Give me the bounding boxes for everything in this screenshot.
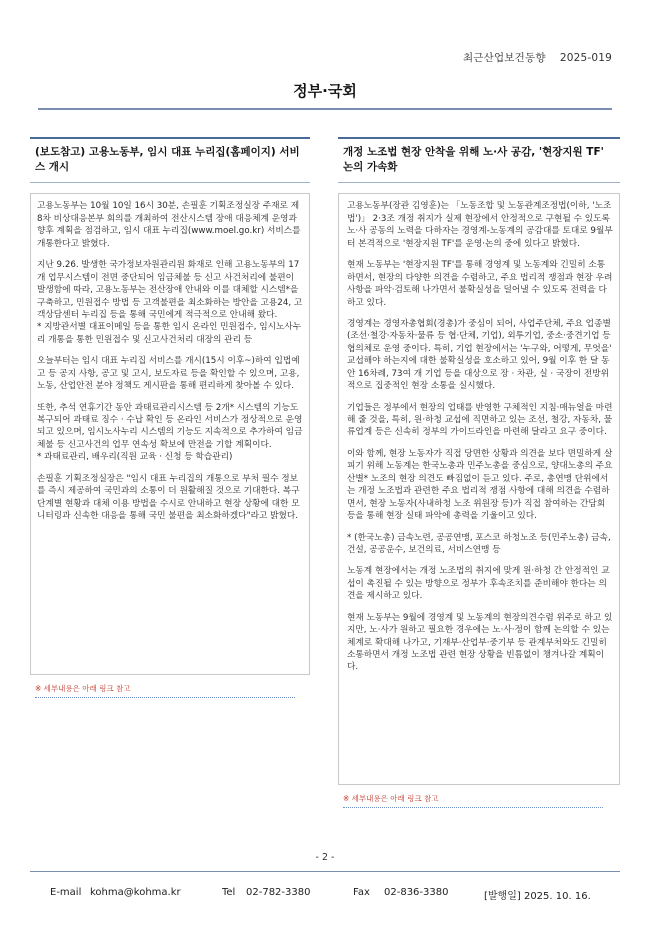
issue-number: 2025-019: [559, 52, 612, 64]
right-reference-note: ※ 세부내용은 아래 링크 참고: [343, 794, 439, 804]
footer-divider: [30, 871, 620, 872]
left-article-body: [30, 193, 310, 675]
article-paragraph: 현재 노동부는 9월에 경영계 및 노동계의 현장의견수렴 위주로 하고 있지만, 노·사가 원하고 필요한 경우에는 노·사·정이 함께 논의할 수 있는 체계로 확대해 나가고, 기재부·산업부·중기부 등 관계부처와도 긴밀히 소통하면서 개정 노조법 관련 현장 상황을 빈틈없이 챙겨나갈 계획이다.: [347, 612, 613, 673]
title-divider: [38, 108, 612, 110]
page-number: - 2 -: [315, 852, 335, 863]
publish-date: [발행일] 2025. 10. 16.: [484, 891, 591, 902]
article-paragraph: 이와 함께, 현장 노동자가 직접 당면한 상황과 의견을 보다 면밀하게 살피기 위해 노동계는 한국노총과 민주노총을 중심으로, 양대노총의 주요 산별* 노조의 현장 의견도 빠짐없이 듣고 있다. 주로, 총연맹 단위에서는 개정 노조법과 관련한 주요 법리적 쟁점 사항에 대해 의견을 수렴하면서, 현장 노동자(사내하청 노조 위원장 등)가 직접 참여하는 간담회 등을 통해 현장 실태 파악에 총력을 기울이고 있다.: [347, 448, 613, 522]
article-paragraph: 경영계는 경영자총협회(경총)가 중심이 되어, 사업주단체, 주요 업종별(조선·철강·자동차·물류 등 협·단체, 기업), 외투기업, 중소·중견기업 등 협의체로 운영 중이다. 특히, 기업 현장에서는 '누구와, 어떻게, 무엇을' 교섭해야 하는지에 대한 불확실성을 호소하고 있어, 9월 이후 한 달 동안 16차례, 73여 개 기업 등을 대상으로 장 · 차관, 실 · 국장이 전방위적으로 집중적인 현장 소통을 실시했다.: [347, 318, 612, 392]
article-paragraph: 또한, 추석 연휴기간 동안 과태료관리시스템 등 2개* 시스템의 기능도 복구되어 과태료 징수 · 수납 확인 등 온라인 서비스가 정상적으로 운영되고 있으며, 임시노사누리 시스템의 기능도 지속적으로 추가하여 임금체불 등 신고사건의 업무 연속성 확보에 만전을 기할 계획이다. * 과태료관리, 배우리(직원 교육 · 신청 등 학습관리): [37, 402, 303, 463]
email-address[interactable]: kohma@kohma.kr: [90, 887, 181, 898]
right-reference-link[interactable]: [343, 805, 603, 808]
left-article: [30, 137, 310, 698]
article-paragraph: 오늘부터는 임시 대표 누리집 서비스를 개시(15시 이후~)하여 입법예고 등 공지 사항, 공고 및 고시, 보도자료 등을 확인할 수 있으며, 고용, 노동, 산업안전 분야 정책도 게시판을 통해 편리하게 찾아볼 수 있다.: [37, 356, 300, 392]
article-paragraph: 고용노동부(장관 김영훈)는 「노동조합 및 노동관계조정법(이하, '노조법')」 2·3조 개정 취지가 실제 현장에서 안정적으로 구현될 수 있도록 노·사 공동의 노력을 다하자는 경영계-노동계의 공감대를 토대로 9월부터 본격적으로 '현장지원 TF'를 운영·논의 중에 있다고 밝혔다.: [347, 201, 613, 249]
fax-label: Fax: [353, 887, 370, 898]
right-article-body: [338, 193, 620, 785]
article-footnote: * (한국노총) 금속노련, 공공연맹, 포스코 하청노조 등(민주노총) 금속, 건설, 공공운수, 보건의료, 서비스연맹 등: [347, 532, 611, 555]
right-article: [338, 137, 620, 808]
tel-label: Tel: [222, 887, 236, 898]
article-paragraph: 고용노동부는 10월 10일 16시 30분, 손필훈 기획조정실장 주재로 제8차 비상대응본부 회의를 개최하여 전산시스템 장애 대응체계 운영과 향후 계획을 점검하고, 임시 대표 누리집(www.moel.go.kr) 서비스를 개통한다고 밝혔다.: [37, 201, 301, 249]
article-paragraph: 손필훈 기획조정실장은 "임시 대표 누리집의 개통으로 부처 필수 정보를 즉시 제공하여 국민과의 소통이 더 원활해질 것으로 기대한다. 복구 단계별 현황과 대체 이용 방법을 수시로 안내하고 현장 상황에 대한 모니터링과 신속한 대응을 통해 국민 불편을 최소화하겠다"라고 밝혔다.: [37, 473, 300, 522]
publication-name: 최근산업보건동향: [462, 52, 546, 64]
page-header: [463, 50, 612, 65]
article-paragraph: 현재 노동부는 '현장지원 TF'를 통해 경영계 및 노동계와 긴밀히 소통하면서, 현장의 다양한 의견을 수렴하고, 주요 법리적 쟁점과 현장 우려사항을 파악·검토해 나가면서 불확실성을 덜어낼 수 있도록 전력을 다하고 있다.: [347, 260, 613, 308]
left-article-headline: (보도참고) 고용노동부, 임시 대표 누리집(홈페이지) 서비스 개시: [30, 137, 310, 183]
left-reference-link[interactable]: [35, 695, 295, 698]
left-reference-note: ※ 세부내용은 아래 링크 참고: [35, 684, 131, 694]
fax-number: 02-836-3380: [384, 887, 449, 898]
section-title: 정부·국회: [293, 82, 357, 100]
article-paragraph: 기업들은 정부에서 현장의 업태를 반영한 구체적인 지침·매뉴얼을 마련해 줄 것을, 특히, 원·하청 교섭에 직면하고 있는 조선, 철강, 자동차, 물류업계 등은 신속히 정부의 가이드라인을 마련해 달라고 요구 중이다.: [347, 402, 613, 438]
tel-number: 02-782-3380: [246, 887, 311, 898]
email-label: E-mail: [50, 887, 82, 898]
article-paragraph: 노동계 현장에서는 개정 노조법의 취지에 맞게 원·하청 간 안정적인 교섭이 촉진될 수 있는 방향으로 정부가 후속조치를 준비해야 한다는 의견을 제시하고 있다.: [347, 566, 610, 602]
right-article-headline: 개정 노조법 현장 안착을 위해 노·사 공감, '현장지원 TF' 논의 가속화: [338, 137, 620, 183]
article-paragraph: 지난 9.26. 발생한 국가정보자원관리원 화재로 인해 고용노동부의 17개 업무시스템이 전면 중단되어 임금체불 등 신고 사건처리에 불편이 발생함에 따라, 고용노동부는 전산장애 안내와 이를 대체할 시스템*을 구축하고, 민원접수 방법 등 고객불편을 최소화하는 방안을 고용24, 고객상담센터 누리집 등을 통해 국민에게 적극적으로 안내해 왔다. * 지방관서별 대표이메일 등을 통한 임시 온라인 민원접수, 임시노사누리 개통을 통한 민원접수 및 신고사건처리 대장의 관리 등: [37, 260, 303, 345]
